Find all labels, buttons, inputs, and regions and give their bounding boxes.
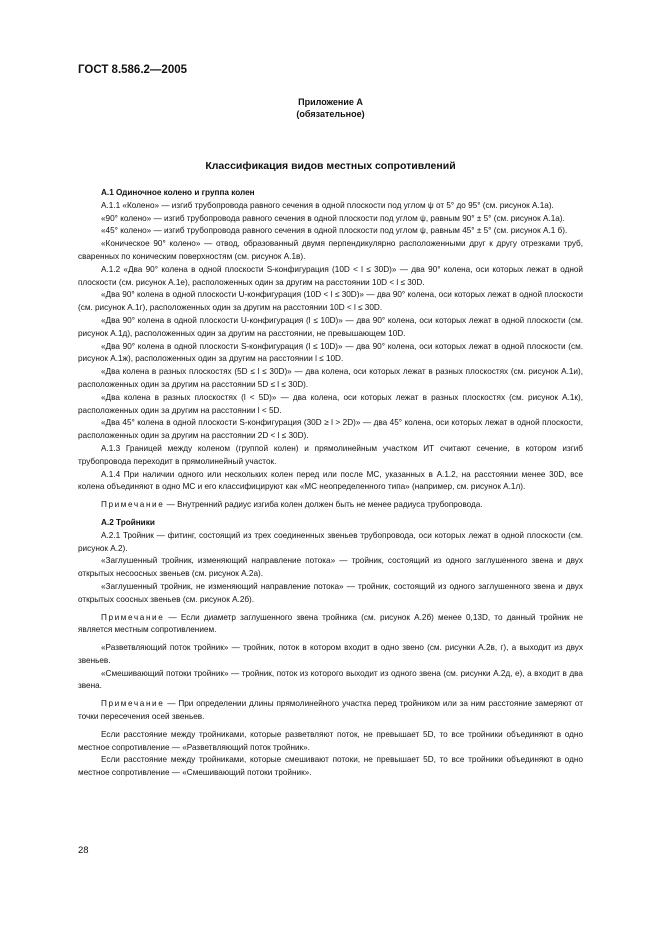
note-text: — Если диаметр заглушенного звена тройника (см. рисунок А.2б) менее 0,13D, то данный тройник не является местным сопротивлением.: [78, 612, 583, 635]
document-header: ГОСТ 8.586.2—2005: [78, 64, 188, 76]
body-paragraph: А.1.3 Границей между коленом (группой колен) и прямолинейным участком ИТ считают сечение, в котором изгиб трубопровода переходит в прямолинейный участок.: [78, 443, 583, 466]
note-text: — Внутренний радиус изгиба колен должен быть не менее радиуса трубопровода.: [164, 500, 483, 510]
main-title: Классификация видов местных сопротивлений: [205, 160, 456, 172]
body-paragraph: «Два 90° колена в одной плоскости U-конфигурация (10D < l ≤ 30D)» — два 90° колена, оси которых лежат в одной плоскости (см. рисунок А.1г), расположенных один за другим на расстоянии 10D < l ≤ 30D.: [78, 290, 583, 313]
body-paragraph: «Два колена в разных плоскостях (l < 5D)» — два колена, оси которых лежат в разных плоскостях (см. рисунок А.1к), расположенных один за другим на расстоянии l < 5D.: [78, 392, 583, 415]
document-body: [78, 187, 583, 780]
body-paragraph: «Разветвляющий поток тройник» — тройник, поток в котором входит в одно звено (см. рисунки А.2в, г), а выходит из двух звеньев.: [78, 643, 583, 665]
body-paragraph: «Заглушенный тройник, не изменяющий направление потока» — тройник, состоящий из одного заглушенного звена и двух открытых соосных звеньев (см. рисунок А.2б).: [78, 581, 583, 604]
body-paragraph: «Два 45° колена в одной плоскости S-конфигурация (30D ≥ l > 2D)» — два 45° колена, оси которых лежат в одной плоскости, расположенных один за другим на расстоянии 2D < l ≤ 30D).: [78, 418, 583, 441]
note-label: Примечание: [101, 699, 165, 709]
body-paragraph: «Смешивающий потоки тройник» — тройник, поток из которого выходит из одного звена (см. рисунки А.2д, е), а входит в два звена.: [78, 668, 583, 691]
note-label: Примечание: [101, 500, 165, 510]
body-paragraph: «Заглушенный тройник, изменяющий направление потока» — тройник, состоящий из одного заглушенного звена и двух открытых несоосных звеньев (см. рисунок А.2а).: [78, 556, 583, 579]
section-heading: А.2 Тройники: [101, 517, 155, 527]
body-paragraph: А.1.2 «Два 90° колена в одной плоскости S-конфигурация (10D < l ≤ 30D)» — два 90° колена, оси которых лежат в одной плоскости (см. рисунок А.1е), расположенных один за другим на расстоянии 10D < l ≤ 30D.: [78, 264, 583, 287]
note-paragraph: [78, 612, 583, 638]
body-paragraph: «90° колено» — изгиб трубопровода равного сечения в одной плоскости под углом ψ, равным 90° ± 5° (см. рисунок А.1а).: [101, 213, 565, 223]
note-label: Примечание: [101, 612, 165, 622]
body-paragraph: Если расстояние между тройниками, которые смешивают потоки, не превышает 5D, то все тройники объединяют в одно местное сопротивление — «Смешивающий потоки тройник».: [78, 755, 583, 778]
body-paragraph: А.1.1 «Колено» — изгиб трубопровода равного сечения в одной плоскости под углом ψ от 5° до 95° (см. рисунок А.1а).: [101, 200, 554, 210]
annex-title: Приложение А: [298, 97, 363, 107]
body-paragraph: «Два 90° колена в одной плоскости U-конфигурация (l ≤ 10D)» — два 90° колена, оси которых лежат в одной плоскости (см. рисунок А.1д), расположенных один за другим на расстоянии, не превышающем 10D.: [78, 315, 583, 338]
body-paragraph: А.2.1 Тройник — фитинг, состоящий из трех соединенных звеньев трубопровода, оси которых лежат в одной плоскости (см. рисунок А.2).: [78, 530, 583, 553]
note-paragraph: [78, 698, 583, 724]
body-paragraph: «Коническое 90° колено» — отвод, образованный двумя перпендикулярно расположенными друг к другу отрезками труб, сваренных по коническим поверхностям (см. рисунок А.1в).: [78, 239, 583, 261]
body-paragraph: «Два 90° колена в одной плоскости S-конфигурация (l ≤ 10D)» — два 90° колена, оси которых лежат в одной плоскости (см. рисунок А.1ж), расположенных один за другим на расстоянии l ≤ 10D.: [78, 341, 583, 364]
annex-status: (обязательное): [296, 109, 365, 119]
page-number: 28: [78, 845, 89, 856]
body-paragraph: Если расстояние между тройниками, которые разветвляют поток, не превышает 5D, то все тройники объединяют в одно местное сопротивление — «Разветвляющий поток тройник».: [78, 729, 583, 752]
body-paragraph: «45° колено» — изгиб трубопровода равного сечения в одной плоскости под углом ψ, равным 45° ± 5° (см. рисунок А.1 б).: [101, 226, 568, 236]
section-heading: А.1 Одиночное колено и группа колен: [101, 188, 255, 197]
note-text: — При определении длины прямолинейного участка перед тройником или за ним расстояние замеряют от точки пересечения осей звеньев.: [78, 699, 583, 722]
body-paragraph: А.1.4 При наличии одного или нескольких колен перед или после МС, указанных в А.1.2, на расстоянии менее 30D, все колена объединяют в одно МС и его классифицируют как «МС неопределенного типа» (например, см. рисунок А.1л).: [78, 469, 583, 492]
body-paragraph: «Два колена в разных плоскостях (5D ≤ l ≤ 30D)» — два колена, оси которых лежат в разных плоскостях (см. рисунок А.1и), расположенных один за другим на расстоянии 5D ≤ l ≤ 30D).: [78, 367, 583, 389]
note-paragraph: [78, 499, 583, 512]
